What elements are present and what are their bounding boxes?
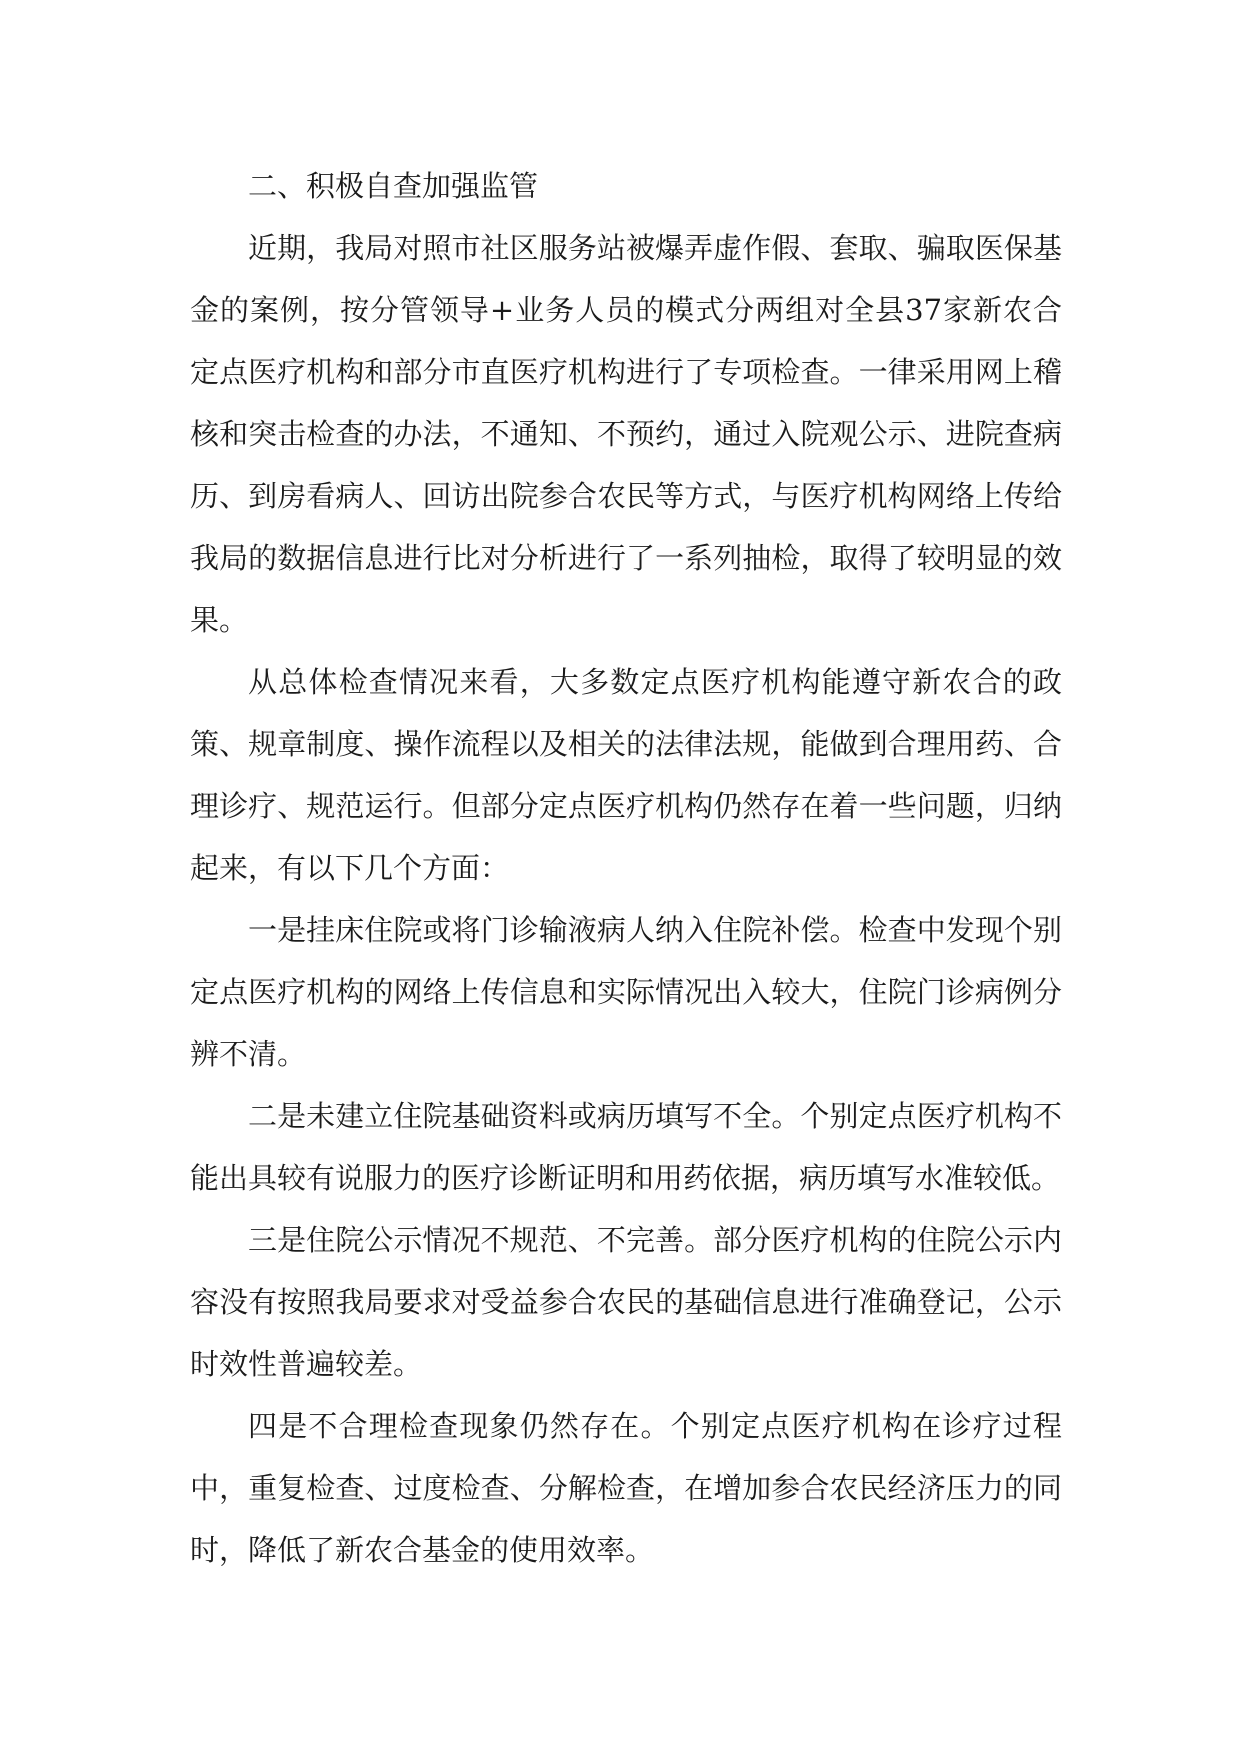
document-body bbox=[190, 155, 1062, 1581]
paragraph-issue-two: 二是未建立住院基础资料或病历填写不全。个别定点医疗机构不能出具较有说服力的医疗诊断证明和用药依据，病历填写水准较低。 bbox=[190, 1099, 1062, 1195]
paragraph-issue-one: 一是挂床住院或将门诊输液病人纳入住院补偿。检查中发现个别定点医疗机构的网络上传信息和实际情况出入较大，住院门诊病例分辨不清。 bbox=[190, 913, 1062, 1071]
paragraph-overall-findings: 从总体检查情况来看，大多数定点医疗机构能遵守新农合的政策、规章制度、操作流程以及相关的法律法规，能做到合理用药、合理诊疗、规范运行。但部分定点医疗机构仍然存在着一些问题，归纳起来，有以下几个方面： bbox=[190, 665, 1062, 885]
paragraph-issue-three: 三是住院公示情况不规范、不完善。部分医疗机构的住院公示内容没有按照我局要求对受益参合农民的基础信息进行准确登记，公示时效性普遍较差。 bbox=[190, 1223, 1062, 1381]
section-heading: 二、积极自查加强监管 bbox=[248, 169, 539, 203]
paragraph-recent-inspection: 近期，我局对照市社区服务站被爆弄虚作假、套取、骗取医保基金的案例，按分管领导+业务人员的模式分两组对全县37家新农合定点医疗机构和部分市直医疗机构进行了专项检查。一律采用网上稽核和突击检查的办法，不通知、不预约，通过入院观公示、进院查病历、到房看病人、回访出院参合农民等方式，与医疗机构网络上传给我局的数据信息进行比对分析进行了一系列抽检，取得了较明显的效果。 bbox=[190, 231, 1062, 637]
paragraph-issue-four: 四是不合理检查现象仍然存在。个别定点医疗机构在诊疗过程中，重复检查、过度检查、分解检查，在增加参合农民经济压力的同时，降低了新农合基金的使用效率。 bbox=[190, 1409, 1062, 1567]
